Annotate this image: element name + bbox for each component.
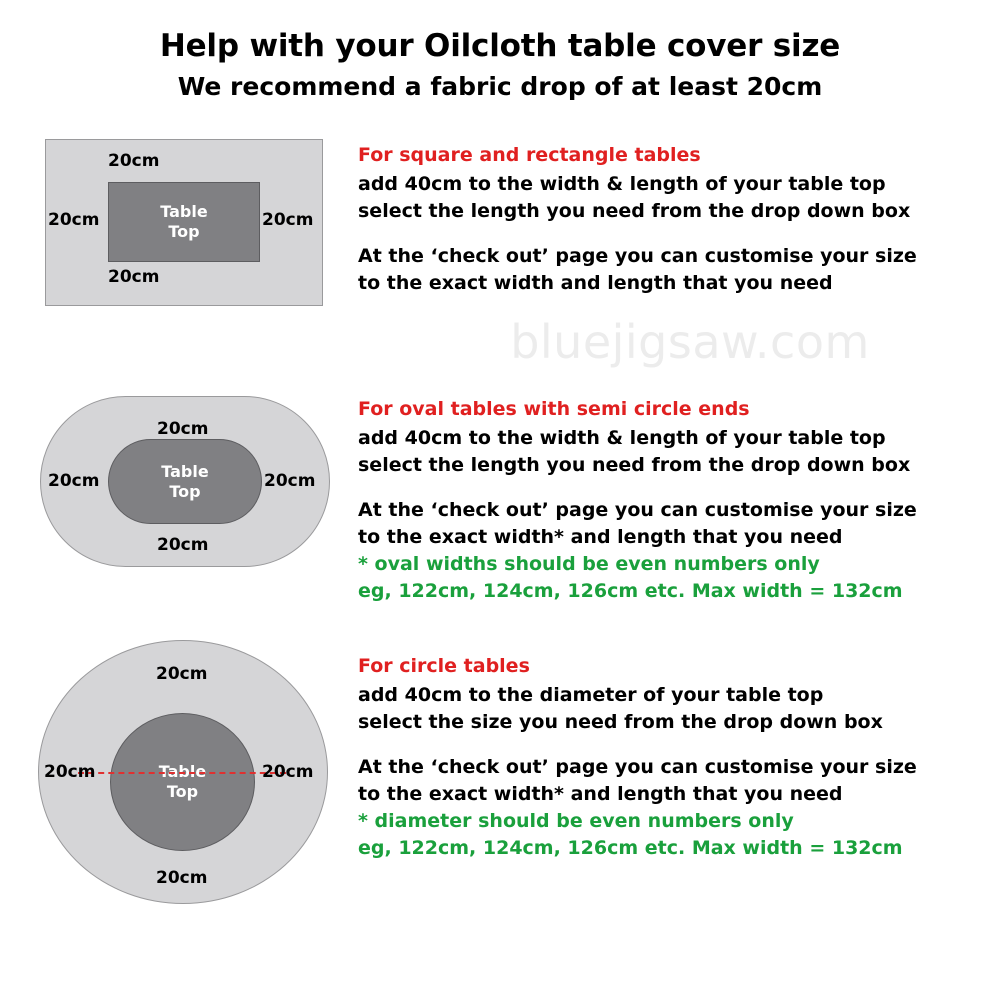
circle-drop-label-top: 20cm: [156, 664, 208, 684]
diameter-dashed-line: [78, 772, 286, 774]
circle-table-top-label-line1: Table: [158, 762, 207, 781]
oval-table-top-label-line1: Table: [161, 461, 209, 481]
square-instructions-line3: At the ‘check out’ page you can customise your size: [358, 244, 917, 267]
oval-table-top-shape: [108, 439, 262, 524]
square-table-top-shape: [108, 182, 260, 262]
square-table-top-label-line1: Table: [160, 202, 208, 221]
square-drop-label-bottom: 20cm: [108, 267, 160, 287]
circle-instructions-line3: At the ‘check out’ page you can customise your size: [358, 755, 917, 778]
page-subtitle: We recommend a fabric drop of at least 20cm: [177, 72, 823, 101]
square-instructions-line2: select the length you need from the drop down box: [358, 199, 911, 222]
square-instructions-heading: For square and rectangle tables: [358, 144, 701, 166]
circle-note-line1: * diameter should be even numbers only: [358, 809, 794, 832]
circle-drop-label-right: 20cm: [262, 762, 314, 782]
oval-instructions-line4: to the exact width* and length that you need: [358, 525, 843, 548]
square-table-top-label-line2: Top: [168, 222, 200, 241]
circle-instructions-line4: to the exact width* and length that you need: [358, 782, 843, 805]
circle-table-top-label-line2: Top: [166, 782, 199, 801]
circle-drop-label-bottom: 20cm: [156, 868, 208, 888]
square-drop-label-right: 20cm: [262, 210, 314, 230]
watermark-text: bluejigsaw.com: [510, 315, 870, 369]
square-instructions-line4: to the exact width and length that you need: [358, 271, 833, 294]
oval-instructions-heading: For oval tables with semi circle ends: [358, 398, 750, 420]
circle-table-top-shape: [110, 713, 255, 851]
oval-drop-label-right: 20cm: [264, 471, 316, 491]
oval-instructions-line3: At the ‘check out’ page you can customise your size: [358, 498, 917, 521]
oval-instructions-line1: add 40cm to the width & length of your table top: [358, 427, 886, 449]
circle-instructions-line2: select the size you need from the drop down box: [358, 710, 883, 733]
circle-instructions-line1: add 40cm to the diameter of your table top: [358, 684, 824, 706]
oval-instructions-block: [358, 398, 917, 605]
oval-note-line1: * oval widths should be even numbers only: [358, 552, 820, 575]
oval-note-line2: eg, 122cm, 124cm, 126cm etc. Max width = 132cm: [358, 579, 903, 602]
oval-drop-label-bottom: 20cm: [157, 535, 209, 555]
circle-drop-label-left: 20cm: [44, 762, 96, 782]
square-drop-label-top: 20cm: [108, 151, 160, 171]
oval-table-top-label-line2: Top: [169, 481, 201, 501]
circle-instructions-block: [358, 655, 917, 862]
oval-instructions-line2: select the length you need from the drop down box: [358, 453, 911, 476]
square-instructions-block: [358, 144, 917, 297]
square-drop-label-left: 20cm: [48, 210, 100, 230]
circle-note-line2: eg, 122cm, 124cm, 126cm etc. Max width = 132cm: [358, 836, 903, 859]
oval-drop-label-top: 20cm: [157, 419, 209, 439]
oval-drop-label-left: 20cm: [48, 471, 100, 491]
circle-instructions-heading: For circle tables: [358, 655, 530, 677]
square-instructions-line1: add 40cm to the width & length of your table top: [358, 173, 886, 195]
page-title: Help with your Oilcloth table cover size: [159, 28, 841, 64]
